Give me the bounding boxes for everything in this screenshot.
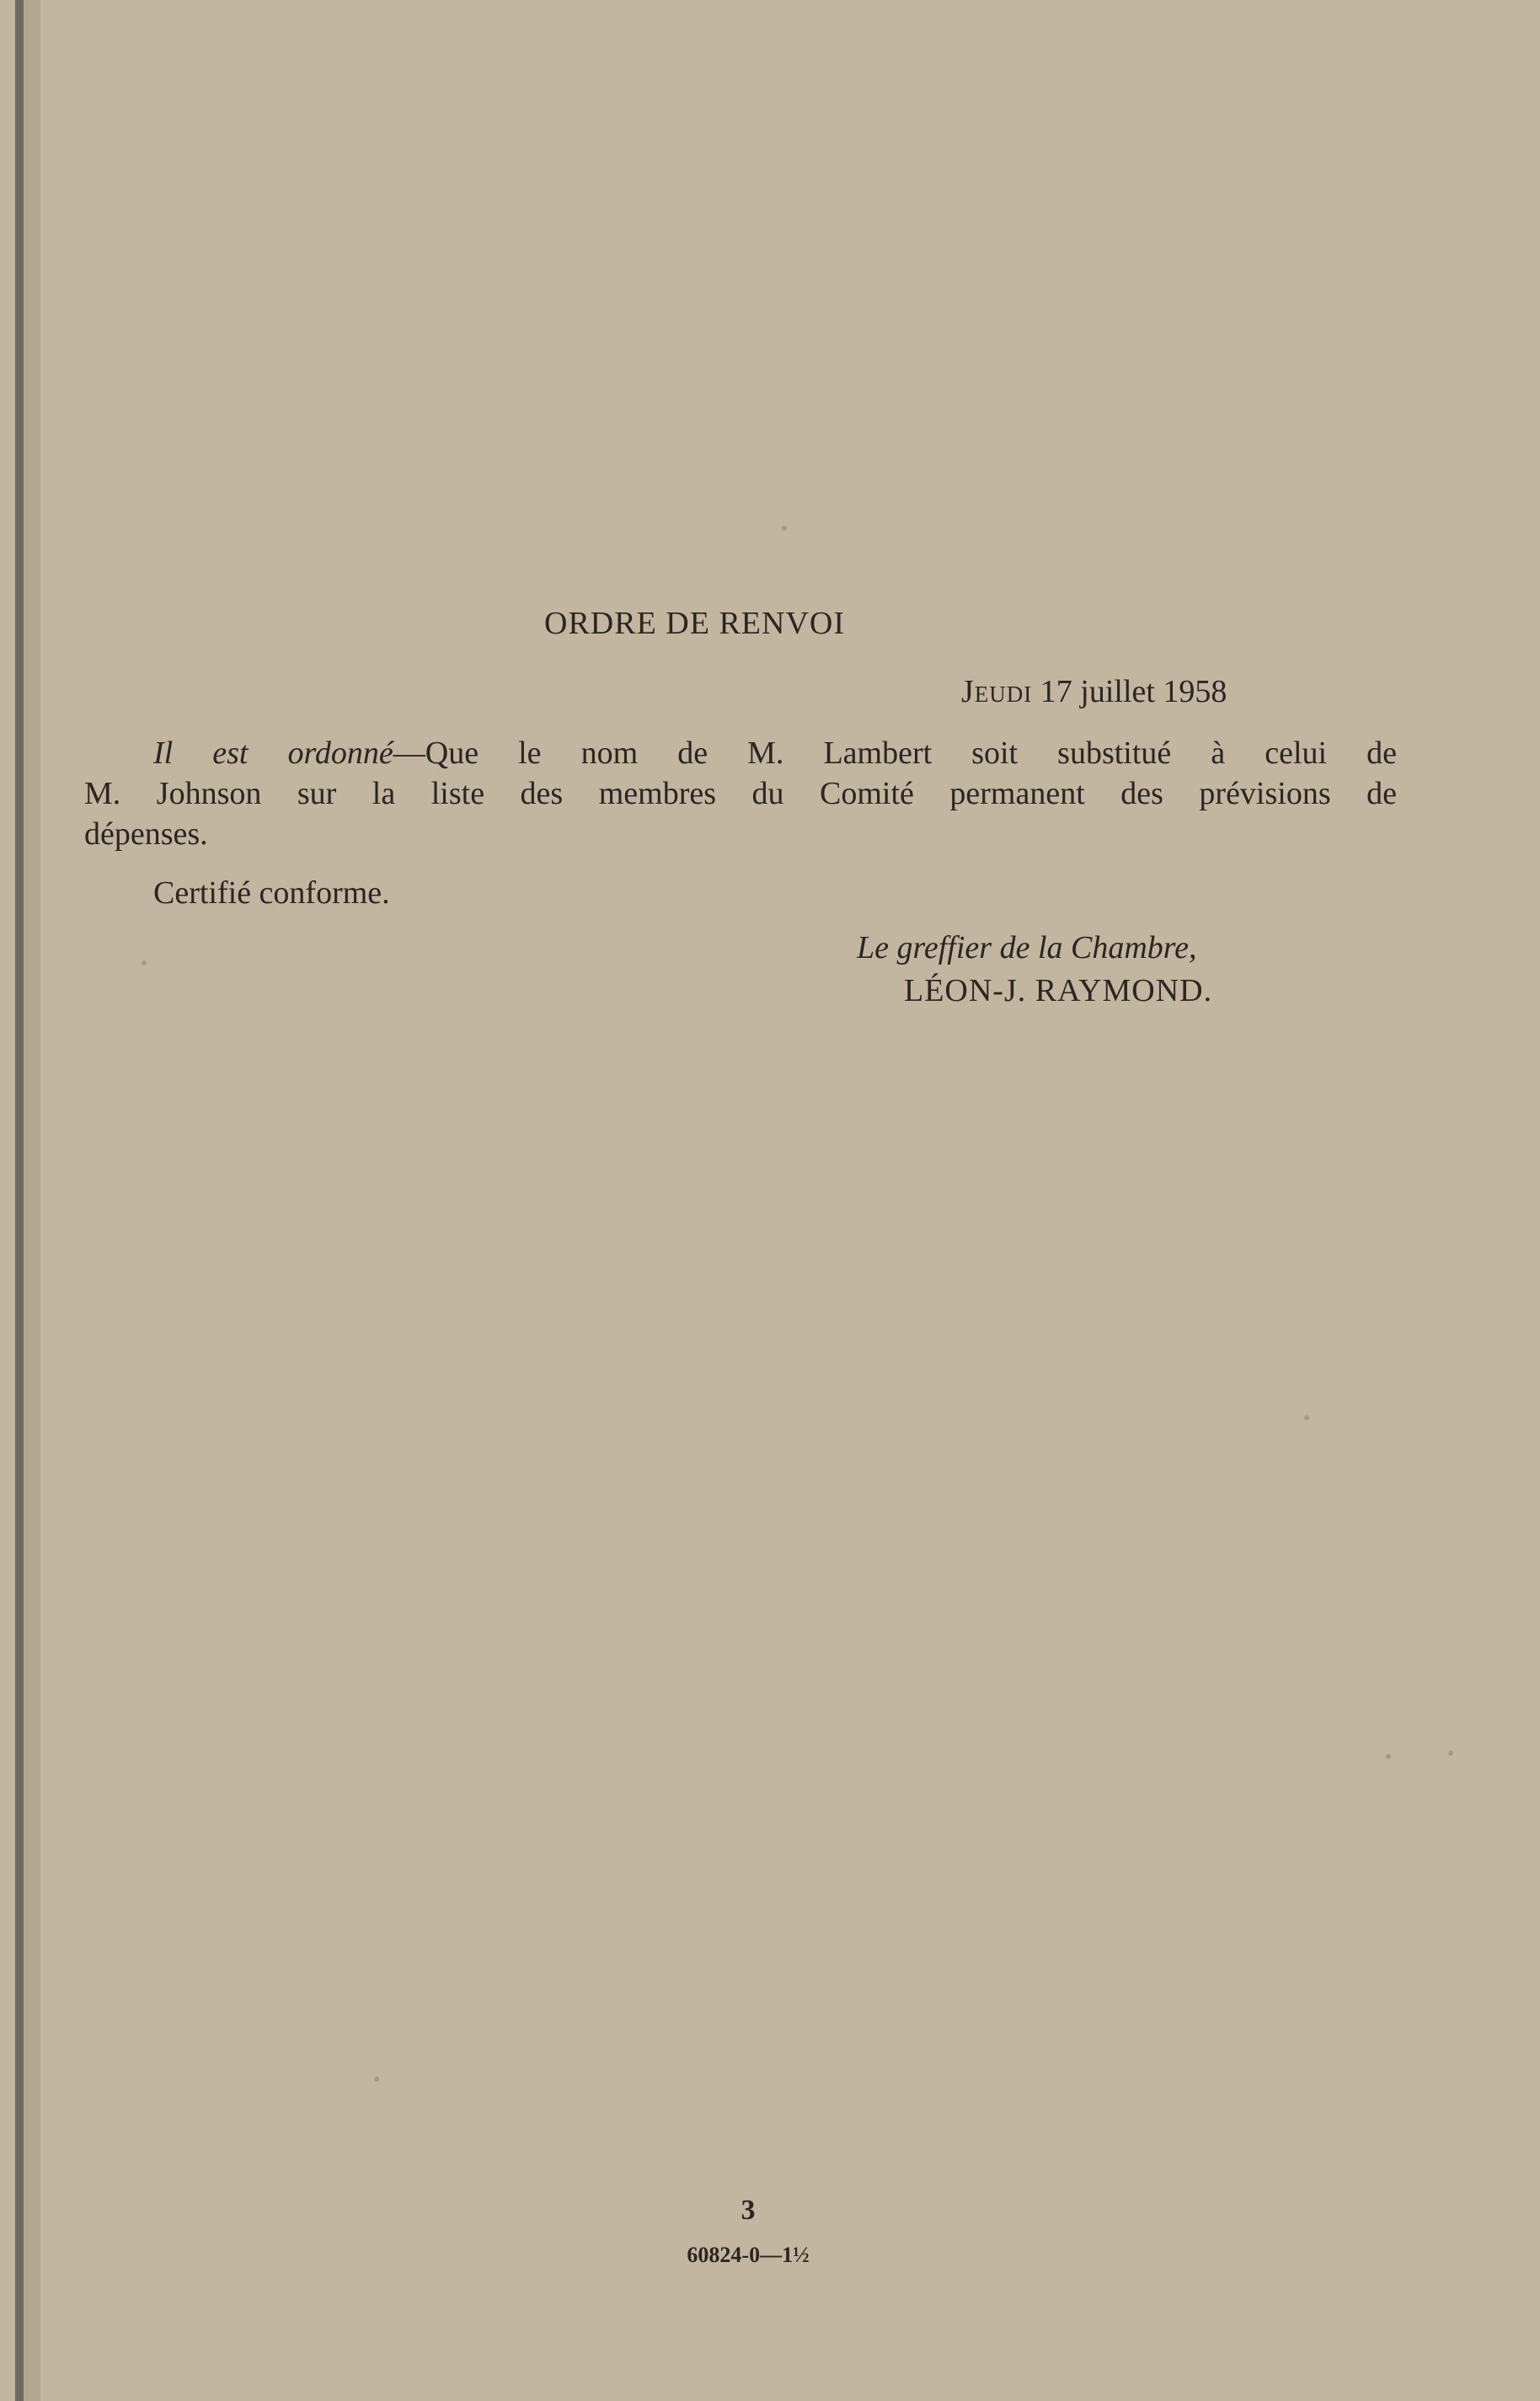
page-number: 3 (741, 2195, 756, 2226)
paragraph-line-1 (153, 733, 1397, 773)
document-title: ORDRE DE RENVOI (544, 606, 845, 641)
paragraph-line-3: dépenses. (84, 816, 208, 852)
signoff-name: LÉON-J. RAYMOND. (904, 973, 1213, 1008)
print-code: 60824-0—1½ (687, 2243, 810, 2267)
paper-speck (1448, 1751, 1453, 1756)
date-rest: 17 juillet 1958 (1032, 674, 1227, 709)
paper-speck (1386, 1754, 1391, 1759)
document-date (961, 671, 1227, 712)
paper-speck (1304, 1415, 1309, 1420)
paragraph-intro: Il est ordonné (153, 735, 393, 771)
page-binding-edge (15, 0, 24, 2401)
date-day: Jeudi (961, 674, 1033, 709)
certification-text: Certifié conforme. (153, 875, 390, 911)
paper-speck (142, 960, 147, 965)
signoff-role: Le greffier de la Chambre, (857, 930, 1197, 965)
paragraph-line-2: M. Johnson sur la liste des membres du Comité permanent des prévisions de (84, 776, 1397, 811)
paper-speck (782, 526, 787, 531)
paragraph-line-1-rest: —Que le nom de M. Lambert soit substitué à celui de (393, 735, 1397, 771)
page-binding-shadow (24, 0, 40, 2401)
paper-speck (374, 2077, 379, 2082)
